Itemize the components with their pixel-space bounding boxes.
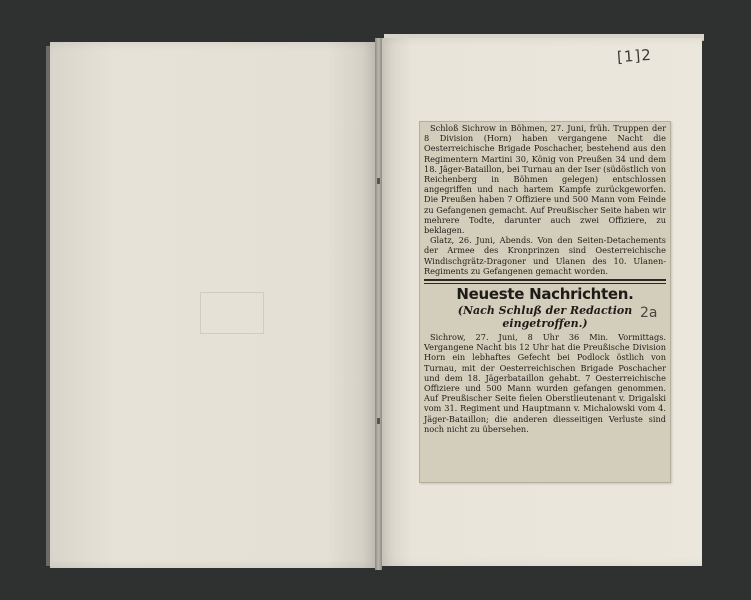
dispatch-glatz: Glatz, 26. Juni, Abends. Von den Seiten-Detachements der Armee des Kronprinzen sind Oesterreichische Windischgrätz-Dragoner und Ulanen des 10. Ulanen-Regiments zu Gefangenen gemacht worden. xyxy=(424,235,666,276)
archive-folio-number: [1]2 xyxy=(616,45,653,67)
newspaper-clipping xyxy=(419,121,671,483)
book-gutter xyxy=(375,38,382,570)
section-rule xyxy=(424,279,666,284)
bleed-through-stamp xyxy=(200,292,264,334)
dispatch-sichrow-latest: Sichrow, 27. Juni, 8 Uhr 36 Min. Vormittags. Vergangene Nacht bis 12 Uhr hat die Preußische Division Horn ein lebhaftes Gefecht bei Podlock östlich von Turnau, mit der Oesterreichischen Brigade Poschacher und dem 18. Jägerbataillon gehabt. 7 Oesterreichische Offiziere und 500 Mann wurden gefangen genommen. Auf Preußischer Seite fielen Oberstlieutenant v. Drigalski vom 31. Regiment und Hauptmann v. Michalowski vom 4. Jäger-Bataillon; die anderen diesseitigen Verluste sind noch nicht zu übersehen. xyxy=(424,332,666,434)
binding-stitch xyxy=(377,178,380,184)
clipping-headline: Neueste Nachrichten. xyxy=(456,285,634,304)
pencil-annotation: 2a xyxy=(640,305,658,321)
dispatch-sichrow-morning: Schloß Sichrow in Böhmen, 27. Juni, früh. Truppen der 8 Division (Horn) haben vergangene Nacht die Oesterreichische Brigade Poschacher, bestehend aus den Regimentern Martini 30, König von Preußen 34 und dem 18. Jäger-Bataillon, bei Turnau an der Iser (südöstlich von Reichenberg in Böhmen gelegen) entschlossen angegriffen und nach hartem Kampfe zurückgeworfen. Die Preußen haben 7 Offiziere und 500 Mann vom Feinde zu Gefangenen gemacht. Auf Preußischer Seite haben wir mehrere Todte, darunter auch zwei Offiziere, zu beklagen. xyxy=(424,123,666,236)
binding-stitch xyxy=(377,418,380,424)
clipping-subheadline: (Nach Schluß der Redaction eingetroffen.) xyxy=(457,304,633,331)
